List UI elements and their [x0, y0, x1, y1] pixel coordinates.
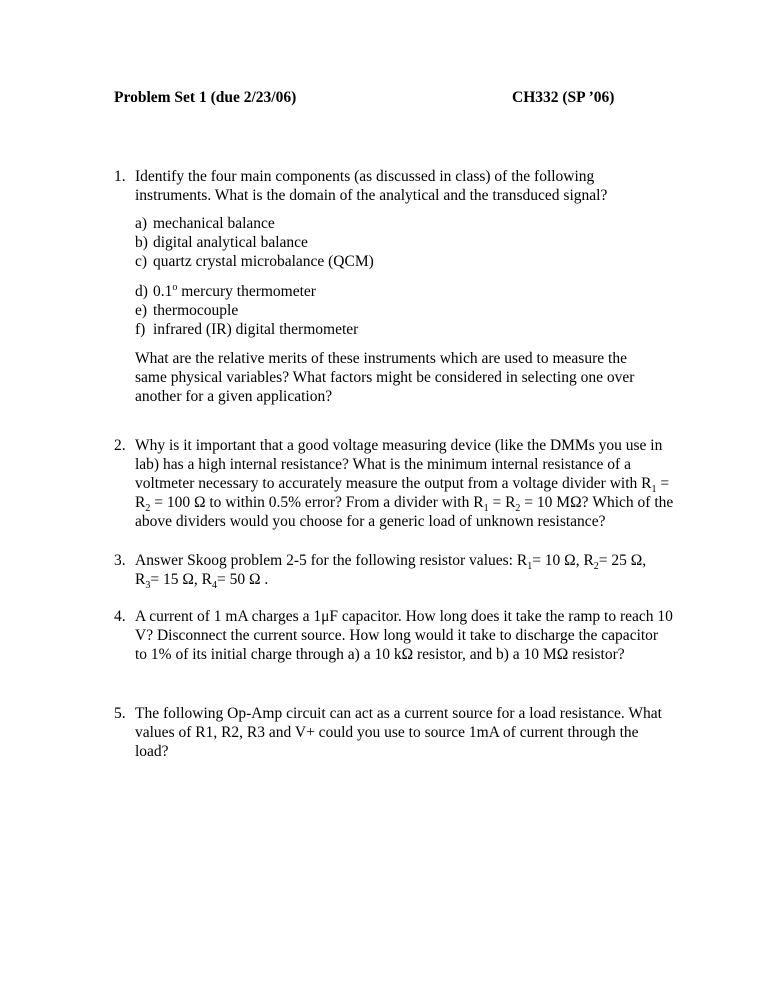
- question-number: 5.: [114, 705, 126, 722]
- list-item-label: d): [135, 283, 148, 300]
- question-text: The following Op-Amp circuit can act as a current source for a load resistance. What values of R1, R2, R3 and V+ could you use to source 1mA of current through the load?: [135, 705, 662, 760]
- list-item: [135, 301, 655, 320]
- list-item-label: f): [135, 321, 146, 338]
- subitem-list-balances: [135, 214, 655, 271]
- question-3: [114, 551, 674, 592]
- question-text: Identify the four main components (as discussed in class) of the following instruments. What is the domain of the analytical and the transduced signal?: [135, 168, 608, 204]
- question-4: [114, 607, 674, 664]
- question-number: 1.: [114, 168, 126, 185]
- list-item: [135, 214, 655, 233]
- list-item-text: thermocouple: [153, 302, 239, 319]
- list-item-label: c): [135, 253, 148, 270]
- question-1-followup: What are the relative merits of these instruments which are used to measure the same physical variables? What factors might be considered in selecting one over another for a given application?: [135, 350, 635, 405]
- list-item-text: mechanical balance: [153, 215, 275, 232]
- list-item-text: digital analytical balance: [153, 234, 308, 251]
- list-item: [135, 282, 655, 301]
- list-item-text: quartz crystal microbalance (QCM): [153, 253, 374, 270]
- question-text: Why is it important that a good voltage measuring device (like the DMMs you use in lab) has a high internal resistance? What is the minimum internal resistance of a voltmeter necessary to accurately measure the output from a voltage divider with $R_1 = R_2 = 100$ Ω to within 0.5% error? From a divider with $R_1 = R_2 = 10$ MΩ? Which of the above dividers would you choose for a generic load of unknown resistance?: [135, 437, 674, 530]
- question-2: [114, 436, 674, 531]
- header-title: Problem Set 1 (due 2/23/06): [114, 89, 297, 106]
- list-item-label: b): [135, 234, 148, 251]
- question-1: [114, 167, 674, 205]
- question-text: A current of 1 mA charges a 1μF capacitor. How long does it take the ramp to reach 10 V? Disconnect the current source. How long would it take to discharge the capacitor to 1% of its initial charge through a) a 10 kΩ resistor, and b) a 10 MΩ resistor?: [135, 608, 673, 663]
- question-number: 4.: [114, 608, 126, 625]
- list-item: [135, 233, 655, 252]
- question-text: Answer Skoog problem 2-5 for the following resistor values: $R_1= 10$ Ω, $R_2= 25$ Ω, $R_3= 15$ Ω, $R_4= 50$ Ω .: [135, 552, 647, 592]
- list-item-label: e): [135, 302, 148, 319]
- header-course: CH332 (SP ’06): [512, 89, 615, 106]
- question-number: 2.: [114, 437, 126, 454]
- subitem-list-thermometers: [135, 282, 655, 339]
- list-item: [135, 320, 655, 339]
- question-5: [114, 704, 674, 761]
- list-item: [135, 252, 655, 271]
- list-item-text: 0.1$^o$ mercury thermometer: [153, 281, 316, 300]
- list-item-text: infrared (IR) digital thermometer: [153, 321, 359, 338]
- question-number: 3.: [114, 552, 126, 569]
- list-item-label: a): [135, 215, 148, 232]
